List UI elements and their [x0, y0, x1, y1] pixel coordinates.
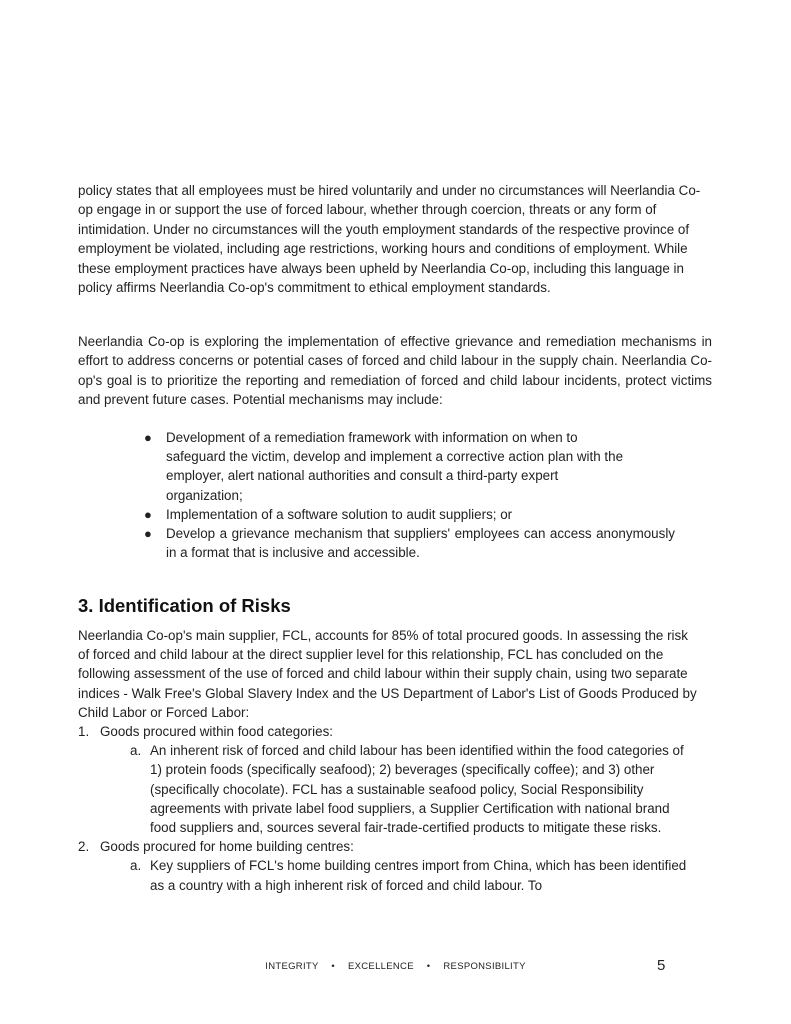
bullet-text: Implementation of a software solution to audit suppliers; or	[166, 506, 513, 522]
sub-item	[130, 741, 698, 837]
item-label: Goods procured for home building centres:	[100, 839, 354, 855]
risk-numbered-list	[78, 722, 698, 895]
bullet-text: Develop a grievance mechanism that suppliers' employees can access anonymously in a format that is inclusive and accessible.	[166, 526, 675, 561]
sub-item-text: An inherent risk of forced and child labour has been identified within the food categories of 1) protein foods (specifically seafood); 2) beverages (specifically coffee); and 3) other (specifically chocolate). FCL has a sustainable seafood policy, Social Responsibility agreements with private label food suppliers, a Supplier Certification with national brand food suppliers and, sources several fair-trade-certified products to mitigate these risks.	[150, 743, 684, 836]
bullet-icon: ●	[144, 506, 152, 522]
item-number: 2.	[78, 839, 90, 855]
item-label: Goods procured within food categories:	[100, 724, 333, 740]
bullet-item	[140, 524, 675, 562]
bullet-item	[140, 505, 675, 524]
paragraph-text: Neerlandia Co-op is exploring the implementation of effective grievance and remediation mechanisms in effort to address concerns or potential cases of forced and child labour in the supply chain. Neerlandia Co-op's goal is to prioritize the reporting and remediation of forced and child labour incidents, protect victims and prevent future cases. Potential mechanisms may include:	[78, 334, 712, 408]
sub-item-text: Key suppliers of FCL's home building centres import from China, which has been identified as a country with a high inherent risk of forced and child labour. To	[150, 858, 687, 893]
section-heading: 3. Identification of Risks	[78, 595, 291, 616]
footer-separator: •	[331, 961, 336, 972]
paragraph-grievance-mechanisms	[78, 332, 712, 410]
bullet-item	[140, 428, 636, 505]
footer-value-excellence: EXCELLENCE	[348, 961, 414, 972]
bullet-icon: ●	[144, 526, 152, 542]
bullet-text: Development of a remediation framework with information on when to safeguard the victim, develop and implement a corrective action plan with the employer, alert national authorities and consult a third-party expert organization;	[166, 430, 624, 503]
page-footer	[0, 961, 791, 972]
mechanisms-bullet-list	[140, 428, 675, 562]
footer-value-integrity: INTEGRITY	[265, 961, 319, 972]
sub-item-letter: a.	[130, 858, 142, 874]
footer-separator: •	[426, 961, 431, 972]
item-number: 1.	[78, 724, 90, 740]
risk-section-body	[78, 626, 698, 895]
sub-item	[130, 856, 698, 894]
numbered-item	[78, 837, 698, 895]
sub-item-letter: a.	[130, 743, 142, 759]
sub-list	[100, 856, 698, 894]
paragraph-policy-continuation: policy states that all employees must be hired voluntarily and under no circumstances will Neerlandia Co-op engage in or support the use of forced labour, whether through coercion, threats or any form of intimidation. Under no circumstances will the youth employment standards of the respective province of employment be violated, including age restrictions, working hours and conditions of employment. While these employment practices have always been upheld by Neerlandia Co-op, including this language in policy affirms Neerlandia Co-op's commitment to ethical employment standards.	[78, 183, 701, 296]
page-number: 5	[657, 957, 666, 974]
sub-list	[100, 741, 698, 837]
bullet-icon: ●	[144, 430, 152, 445]
numbered-item	[78, 722, 698, 837]
section-intro: Neerlandia Co-op's main supplier, FCL, accounts for 85% of total procured goods. In assessing the risk of forced and child labour at the direct supplier level for this relationship, FCL has concluded on the following assessment of the use of forced and child labour within their supply chain, using two separate indices - Walk Free's Global Slavery Index and the US Department of Labor's List of Goods Produced by Child Labor or Forced Labor:	[78, 628, 697, 720]
footer-value-responsibility: RESPONSIBILITY	[443, 961, 526, 972]
